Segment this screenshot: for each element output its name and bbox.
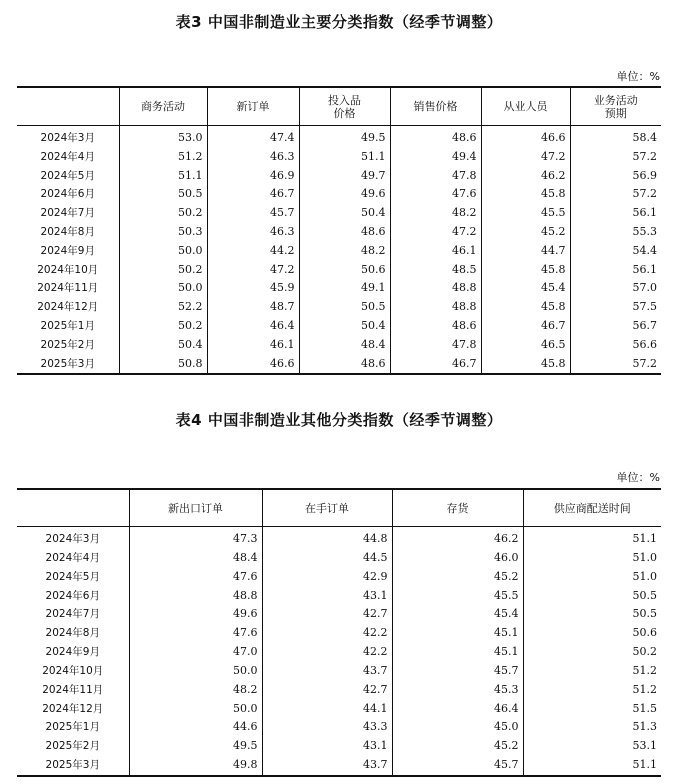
table-row — [17, 756, 661, 776]
table-cell: 56.1 — [570, 204, 661, 223]
row-label: 2024年5月 — [45, 570, 100, 583]
table-cell: 48.2 — [299, 242, 390, 261]
table-cell: 50.5 — [523, 605, 661, 624]
table-row — [17, 700, 661, 719]
table-cell: 48.8 — [129, 587, 262, 606]
row-label: 2024年6月 — [45, 589, 100, 602]
table-cell: 50.6 — [523, 624, 661, 643]
table-cell: 57.2 — [570, 185, 661, 204]
table-cell: 57.2 — [570, 148, 661, 167]
table-cell: 48.7 — [207, 298, 299, 317]
table-cell: 57.2 — [570, 355, 661, 375]
row-label: 2024年4月 — [45, 551, 100, 564]
row-label: 2024年4月 — [40, 150, 95, 163]
table3-header-2: 新订单 — [207, 87, 299, 126]
table-cell: 44.5 — [262, 549, 392, 568]
row-label: 2025年1月 — [45, 721, 100, 734]
table-cell: 49.5 — [129, 737, 262, 756]
table-cell: 45.2 — [392, 568, 523, 587]
table-cell: 43.1 — [262, 737, 392, 756]
table-cell: 42.7 — [262, 681, 392, 700]
table3-header-6: 业务活动 预期 — [570, 87, 661, 126]
table-cell: 47.2 — [390, 223, 481, 242]
table-cell: 51.3 — [523, 718, 661, 737]
table-cell: 47.2 — [481, 148, 570, 167]
table-cell: 51.1 — [523, 527, 661, 549]
table-cell: 51.2 — [119, 148, 207, 167]
table-row — [17, 148, 661, 167]
table-cell: 50.2 — [523, 643, 661, 662]
table-cell: 56.6 — [570, 336, 661, 355]
table-cell: 49.8 — [129, 756, 262, 776]
table-row — [17, 527, 661, 549]
table4 — [17, 488, 661, 777]
table-cell: 49.5 — [299, 126, 390, 148]
table-cell: 48.4 — [299, 336, 390, 355]
table4-header-row — [17, 489, 661, 527]
table3-header-4: 销售价格 — [390, 87, 481, 126]
row-label: 2024年11月 — [42, 683, 104, 696]
table-cell: 48.2 — [129, 681, 262, 700]
row-label: 2024年12月 — [37, 301, 99, 314]
table4-header-4: 供应商配送时间 — [523, 489, 661, 527]
table-cell: 48.2 — [390, 204, 481, 223]
row-label: 2025年1月 — [40, 319, 95, 332]
table-cell: 44.1 — [262, 700, 392, 719]
row-label: 2024年10月 — [42, 664, 104, 677]
table-row — [17, 279, 661, 298]
table-cell: 56.9 — [570, 167, 661, 186]
table-cell: 50.5 — [119, 185, 207, 204]
table-row — [17, 718, 661, 737]
row-label: 2024年7月 — [45, 608, 100, 621]
table-cell: 48.6 — [299, 223, 390, 242]
table-cell: 47.3 — [129, 527, 262, 549]
table-cell: 50.2 — [119, 261, 207, 280]
table-cell: 51.0 — [523, 568, 661, 587]
table3-unit: 单位：% — [616, 70, 660, 83]
table-row — [17, 185, 661, 204]
table-cell: 50.0 — [119, 279, 207, 298]
table4-title: 表4 中国非制造业其他分类指数（经季节调整） — [175, 411, 503, 429]
table-cell: 45.5 — [392, 587, 523, 606]
table-cell: 53.1 — [523, 737, 661, 756]
table-cell: 47.4 — [207, 126, 299, 148]
table-row — [17, 681, 661, 700]
table-cell: 46.1 — [207, 336, 299, 355]
table-row — [17, 549, 661, 568]
table-cell: 45.7 — [392, 756, 523, 776]
table-cell: 46.4 — [207, 317, 299, 336]
row-label: 2024年9月 — [45, 646, 100, 659]
table-cell: 52.2 — [119, 298, 207, 317]
table4-body — [17, 527, 661, 776]
table-cell: 50.5 — [523, 587, 661, 606]
table-cell: 56.1 — [570, 261, 661, 280]
table-cell: 50.2 — [119, 204, 207, 223]
table-cell: 42.2 — [262, 624, 392, 643]
table-cell: 49.7 — [299, 167, 390, 186]
table-cell: 47.8 — [390, 167, 481, 186]
table3-title: 表3 中国非制造业主要分类指数（经季节调整） — [175, 13, 503, 31]
row-label: 2025年3月 — [17, 355, 119, 375]
table-row — [17, 624, 661, 643]
row-label: 2024年8月 — [45, 627, 100, 640]
table-cell: 46.7 — [390, 355, 481, 375]
table-cell: 46.2 — [392, 527, 523, 549]
table-row — [17, 204, 661, 223]
table-cell: 42.9 — [262, 568, 392, 587]
table-cell: 57.0 — [570, 279, 661, 298]
table-cell: 48.6 — [390, 317, 481, 336]
table3-header-0 — [17, 87, 119, 126]
table-cell: 45.4 — [392, 605, 523, 624]
table-cell: 42.7 — [262, 605, 392, 624]
table-row — [17, 662, 661, 681]
table3-header-5: 从业人员 — [481, 87, 570, 126]
table-cell: 50.4 — [299, 317, 390, 336]
table-cell: 51.1 — [119, 167, 207, 186]
row-label: 2024年3月 — [45, 533, 100, 545]
table-cell: 58.4 — [570, 126, 661, 148]
table-cell: 48.6 — [299, 355, 390, 375]
table-cell: 48.5 — [390, 261, 481, 280]
table-cell: 43.7 — [262, 662, 392, 681]
row-label: 2025年3月 — [17, 756, 129, 776]
table-cell: 43.3 — [262, 718, 392, 737]
table-cell: 46.6 — [481, 126, 570, 148]
table-cell: 45.7 — [392, 662, 523, 681]
table-cell: 45.8 — [481, 355, 570, 375]
table4-header-3: 存货 — [392, 489, 523, 527]
table-row — [17, 336, 661, 355]
table-row — [17, 126, 661, 148]
table-cell: 46.3 — [207, 223, 299, 242]
table-row — [17, 298, 661, 317]
table-cell: 50.4 — [119, 336, 207, 355]
table-cell: 53.0 — [119, 126, 207, 148]
table-cell: 50.8 — [119, 355, 207, 375]
table-cell: 45.3 — [392, 681, 523, 700]
row-label: 2025年2月 — [40, 338, 95, 351]
table-cell: 51.1 — [523, 756, 661, 776]
table-cell: 51.2 — [523, 662, 661, 681]
table-cell: 42.2 — [262, 643, 392, 662]
table-cell: 56.7 — [570, 317, 661, 336]
table-cell: 57.5 — [570, 298, 661, 317]
table-cell: 46.7 — [481, 317, 570, 336]
table-row — [17, 605, 661, 624]
table-cell: 47.6 — [129, 568, 262, 587]
table-cell: 45.8 — [481, 298, 570, 317]
table-cell: 46.9 — [207, 167, 299, 186]
table-cell: 45.1 — [392, 624, 523, 643]
table-cell: 45.9 — [207, 279, 299, 298]
table-cell: 50.2 — [119, 317, 207, 336]
row-label: 2025年2月 — [45, 740, 100, 753]
table-cell: 44.2 — [207, 242, 299, 261]
table-cell: 49.6 — [299, 185, 390, 204]
table-cell: 51.2 — [523, 681, 661, 700]
table-cell: 43.7 — [262, 756, 392, 776]
row-label: 2024年8月 — [40, 225, 95, 238]
table-cell: 46.4 — [392, 700, 523, 719]
table-cell: 47.6 — [129, 624, 262, 643]
table-cell: 48.6 — [390, 126, 481, 148]
table-cell: 50.6 — [299, 261, 390, 280]
table-row — [17, 242, 661, 261]
row-label: 2024年9月 — [40, 244, 95, 257]
table-cell: 49.6 — [129, 605, 262, 624]
table-row — [17, 261, 661, 280]
table-cell: 50.3 — [119, 223, 207, 242]
table4-header-2: 在手订单 — [262, 489, 392, 527]
table-cell: 46.6 — [207, 355, 299, 375]
row-label: 2024年6月 — [40, 188, 95, 201]
table3 — [17, 86, 661, 375]
table-cell: 51.0 — [523, 549, 661, 568]
table-row — [17, 317, 661, 336]
table-cell: 48.8 — [390, 279, 481, 298]
table3-header-3: 投入品 价格 — [299, 87, 390, 126]
table-cell: 44.8 — [262, 527, 392, 549]
row-label: 2024年3月 — [40, 132, 95, 144]
table-row — [17, 587, 661, 606]
row-label: 2024年7月 — [40, 207, 95, 220]
table-cell: 45.4 — [481, 279, 570, 298]
row-label: 2024年12月 — [42, 702, 104, 715]
table-row — [17, 223, 661, 242]
table-cell: 45.8 — [481, 185, 570, 204]
table-cell: 46.7 — [207, 185, 299, 204]
table-cell: 45.8 — [481, 261, 570, 280]
table-cell: 50.0 — [119, 242, 207, 261]
table-cell: 48.8 — [390, 298, 481, 317]
table-cell: 47.2 — [207, 261, 299, 280]
table4-header-0 — [17, 489, 129, 527]
row-label: 2024年10月 — [37, 263, 99, 276]
table-cell: 51.5 — [523, 700, 661, 719]
table-cell: 44.6 — [129, 718, 262, 737]
table-cell: 45.2 — [481, 223, 570, 242]
table-row — [17, 568, 661, 587]
table-cell: 46.1 — [390, 242, 481, 261]
row-label: 2024年5月 — [40, 169, 95, 182]
table-cell: 50.0 — [129, 700, 262, 719]
table-cell: 44.7 — [481, 242, 570, 261]
table-row — [17, 737, 661, 756]
row-label: 2024年11月 — [37, 282, 99, 295]
table-row — [17, 355, 661, 375]
table-cell: 50.0 — [129, 662, 262, 681]
table3-header-1: 商务活动 — [119, 87, 207, 126]
table-cell: 45.1 — [392, 643, 523, 662]
table-cell: 48.4 — [129, 549, 262, 568]
table4-header-1: 新出口订单 — [129, 489, 262, 527]
table-cell: 45.7 — [207, 204, 299, 223]
table-cell: 45.0 — [392, 718, 523, 737]
table4-unit: 单位：% — [616, 471, 660, 484]
table-cell: 50.5 — [299, 298, 390, 317]
table-cell: 46.2 — [481, 167, 570, 186]
table-cell: 46.3 — [207, 148, 299, 167]
table-cell: 47.0 — [129, 643, 262, 662]
table-row — [17, 643, 661, 662]
table-cell: 47.8 — [390, 336, 481, 355]
table-cell: 46.0 — [392, 549, 523, 568]
table-row — [17, 167, 661, 186]
table-cell: 49.1 — [299, 279, 390, 298]
table3-header-row — [17, 87, 661, 126]
table-cell: 45.2 — [392, 737, 523, 756]
table-cell: 54.4 — [570, 242, 661, 261]
table-cell: 50.4 — [299, 204, 390, 223]
table-cell: 43.1 — [262, 587, 392, 606]
table-cell: 51.1 — [299, 148, 390, 167]
table3-body — [17, 126, 661, 375]
table-cell: 49.4 — [390, 148, 481, 167]
table-cell: 55.3 — [570, 223, 661, 242]
table-cell: 46.5 — [481, 336, 570, 355]
table-cell: 47.6 — [390, 185, 481, 204]
table-cell: 45.5 — [481, 204, 570, 223]
